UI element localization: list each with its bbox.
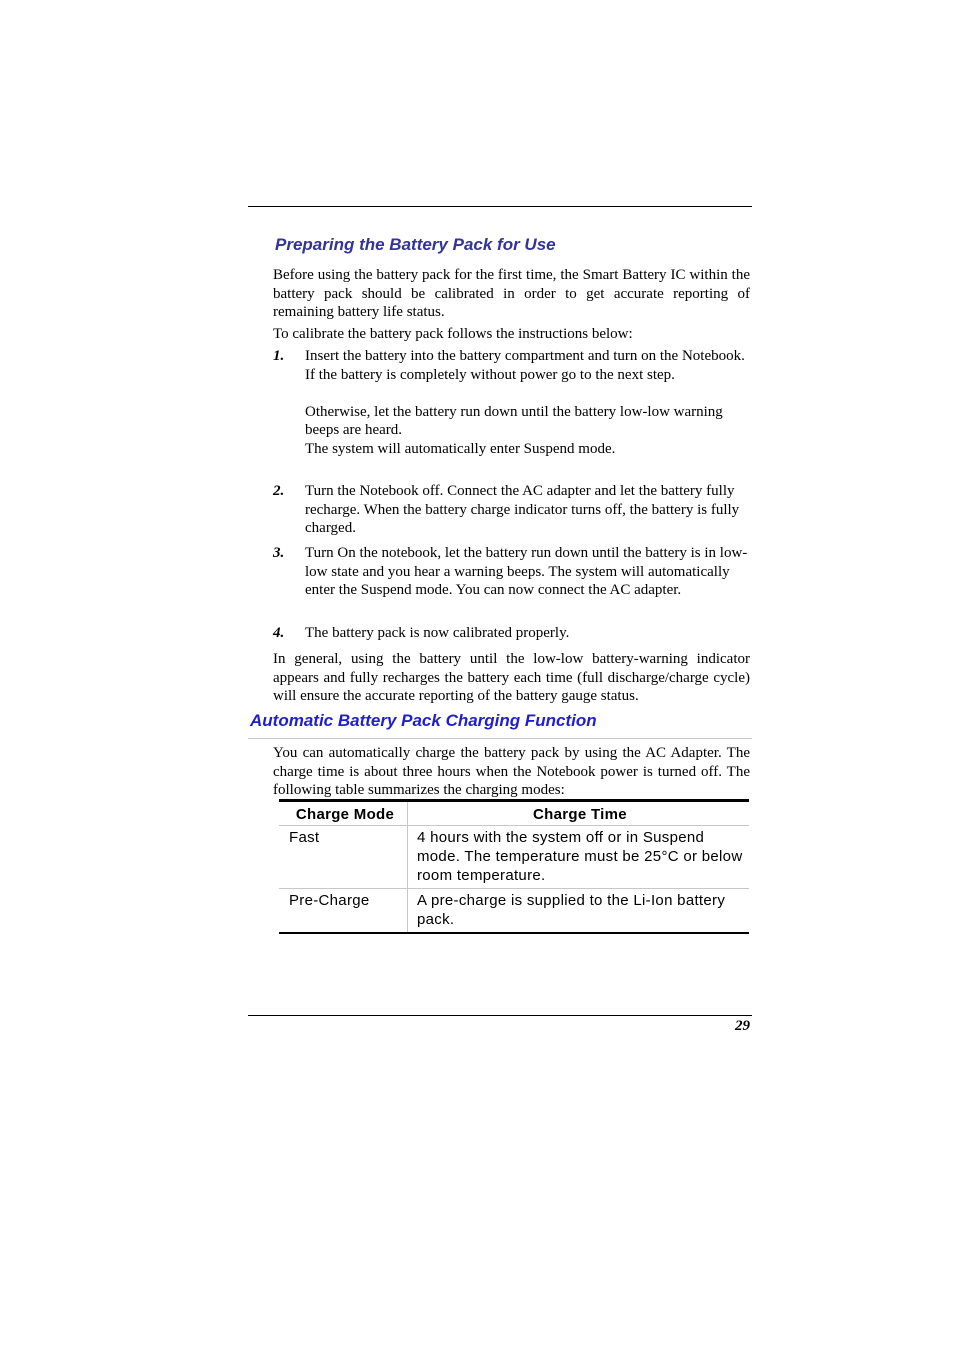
table-cell-mode: Fast xyxy=(279,826,408,889)
step-text: The battery pack is now calibrated properly. xyxy=(305,625,570,641)
table-cell-time: A pre-charge is supplied to the Li-Ion battery pack. xyxy=(408,889,750,934)
step-item-4 xyxy=(273,624,750,643)
footer-rule xyxy=(248,1015,752,1016)
step-number: 3. xyxy=(273,545,285,561)
table-cell-mode: Pre-Charge xyxy=(279,889,408,934)
step-text: Turn the Notebook off. Connect the AC adapter and let the battery fully recharge. When the battery charge indicator turns off, the battery is fully charged. xyxy=(305,483,740,536)
step-item-3 xyxy=(273,544,750,600)
table-row xyxy=(279,889,749,934)
step-text: The system will automatically enter Suspend mode. xyxy=(305,440,616,457)
charging-intro-paragraph: You can automatically charge the battery pack by using the AC Adapter. The charge time is about three hours when the Notebook power is turned off. The following table summarizes the charging modes: xyxy=(273,745,750,798)
step-item-2 xyxy=(273,482,750,538)
header-rule xyxy=(248,206,752,207)
general-paragraph: In general, using the battery until the low-low battery-warning indicator appears and fully recharges the battery each time (full discharge/charge cycle) will ensure the accurate reporting of the battery gauge status. xyxy=(273,651,750,704)
section-heading-preparing: Preparing the Battery Pack for Use xyxy=(275,235,556,254)
table-row xyxy=(279,826,749,889)
step-number: 1. xyxy=(273,348,285,364)
charging-modes-table xyxy=(279,799,749,934)
table-header-row xyxy=(279,801,749,826)
page-number: 29 xyxy=(735,1018,750,1034)
intro-paragraph: Before using the battery pack for the first time, the Smart Battery IC within the battery pack should be calibrated in order to get accurate reporting of remaining battery life status. xyxy=(273,267,750,320)
column-header-charge-time: Charge Time xyxy=(408,801,750,826)
step-text: Insert the battery into the battery compartment and turn on the Notebook. If the battery is completely without power go to the next step. xyxy=(305,348,745,383)
step-number: 4. xyxy=(273,625,285,641)
section-heading-automatic-charging: Automatic Battery Pack Charging Function xyxy=(250,711,597,730)
table-cell-time: 4 hours with the system off or in Suspend mode. The temperature must be 25°C or below room temperature. xyxy=(408,826,750,889)
step-item-1 xyxy=(273,347,750,458)
section-divider xyxy=(248,738,752,739)
step-text: Turn On the notebook, let the battery run down until the battery is in low-low state and you hear a warning beeps. The system will automatically enter the Suspend mode. You can now connect the AC adapter. xyxy=(305,545,748,598)
calibrate-paragraph: To calibrate the battery pack follows the instructions below: xyxy=(273,326,633,342)
step-text: Otherwise, let the battery run down until the battery low-low warning beeps are heard. xyxy=(305,403,723,438)
step-number: 2. xyxy=(273,483,285,499)
column-header-charge-mode: Charge Mode xyxy=(279,801,408,826)
